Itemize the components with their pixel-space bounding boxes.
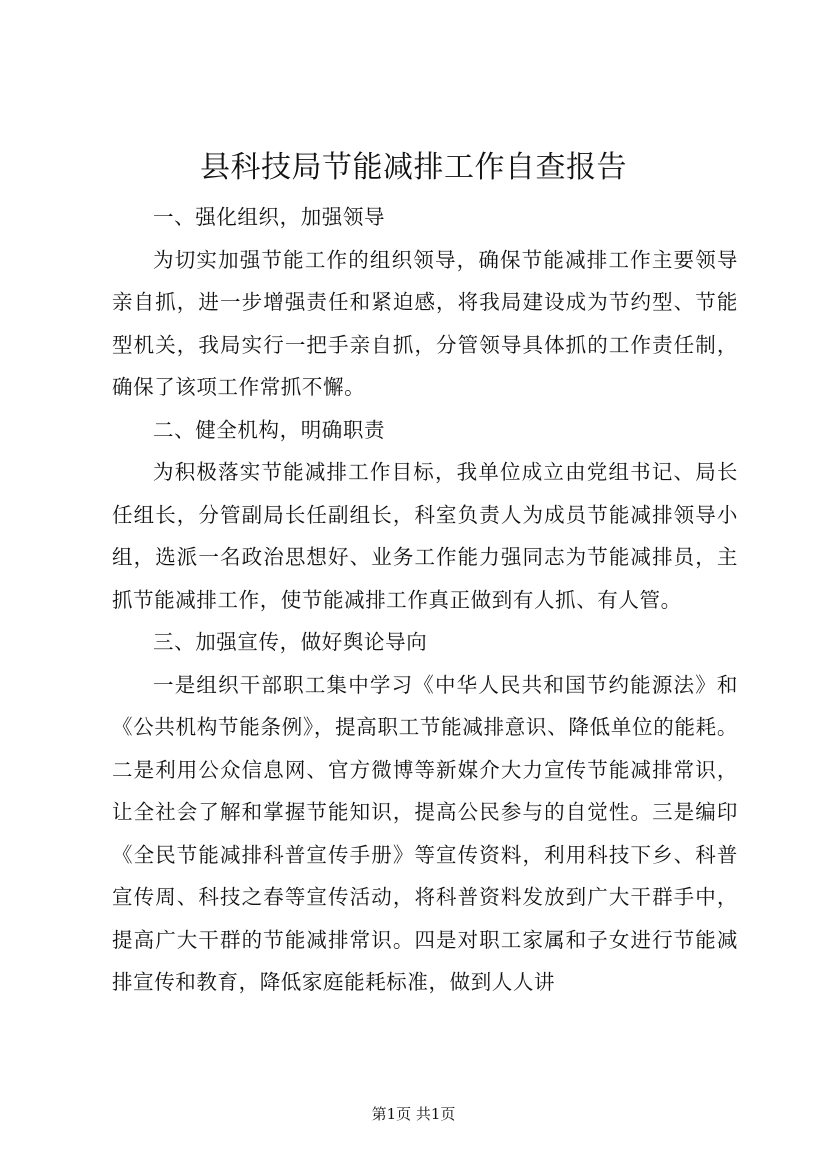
paragraph-1: 为切实加强节能工作的组织领导，确保节能减排工作主要领导亲自抓，进一步增强责任和紧迫感，将我局建设成为节约型、节能型机关，我局实行一把手亲自抓，分管领导具体抓的工作责任制，确保了该项工作常抓不懈。 xyxy=(112,247,738,399)
document-body xyxy=(112,196,738,1004)
paragraph-2: 为积极落实节能减排工作目标，我单位成立由党组书记、局长任组长，分管副局长任副组长，科室负责人为成员节能减排领导小组，选派一名政治思想好、业务工作能力强同志为节能减排员，主抓节能减排工作，使节能减排工作真正做到有人抓、有人管。 xyxy=(112,460,738,612)
paragraph-3: 一是组织干部职工集中学习《中华人民共和国节约能源法》和《公共机构节能条例》，提高职工节能减排意识、降低单位的能耗。二是利用公众信息网、官方微博等新媒介大力宣传节能减排常识，让全社会了解和掌握节能知识，提高公民参与的自觉性。三是编印《全民节能减排科普宣传手册》等宣传资料，利用科技下乡、科普宣传周、科技之春等宣传活动，将科普资料发放到广大干群手中，提高广大干群的节能减排常识。四是对职工家属和子女进行节能减排宣传和教育，降低家庭能耗标准，做到人人讲 xyxy=(112,672,738,994)
page-footer: 第1页 共1页 xyxy=(371,1105,456,1123)
section-heading-1: 一、强化组织，加强领导 xyxy=(153,205,386,229)
document-title: 县科技局节能减排工作自查报告 xyxy=(200,150,627,185)
section-heading-3: 三、加强宣传，做好舆论导向 xyxy=(153,630,428,654)
section-heading-2: 二、健全机构，明确职责 xyxy=(153,417,386,442)
